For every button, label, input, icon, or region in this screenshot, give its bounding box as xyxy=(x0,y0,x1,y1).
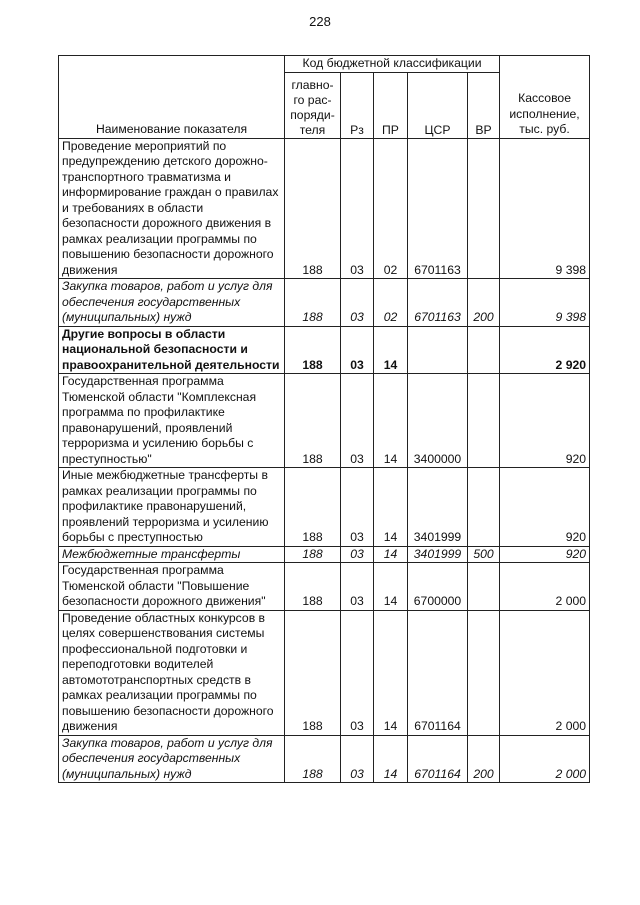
table-row xyxy=(59,735,590,783)
table-row xyxy=(59,546,590,563)
cell-csr: 6701163 xyxy=(408,279,468,327)
cell-amount: 920 xyxy=(500,468,590,547)
cell-amount: 2 000 xyxy=(500,563,590,611)
table-row xyxy=(59,563,590,611)
table-row xyxy=(59,326,590,374)
cell-vr xyxy=(468,326,500,374)
cell-gr: 188 xyxy=(285,735,341,783)
cell-pr: 14 xyxy=(374,326,408,374)
cell-csr: 3401999 xyxy=(408,546,468,563)
cell-gr: 188 xyxy=(285,468,341,547)
cell-name: Закупка товаров, работ и услуг для обеспечения государственных (муниципальных) нужд xyxy=(59,735,285,783)
header-rz: Рз xyxy=(341,72,374,138)
cell-rz: 03 xyxy=(341,546,374,563)
table-row xyxy=(59,138,590,279)
cell-vr: 200 xyxy=(468,735,500,783)
cell-name: Межбюджетные трансферты xyxy=(59,546,285,563)
header-name: Наименование показателя xyxy=(59,56,285,139)
cell-csr xyxy=(408,326,468,374)
table-header xyxy=(59,56,590,139)
cell-rz: 03 xyxy=(341,326,374,374)
cell-pr: 02 xyxy=(374,279,408,327)
table-row xyxy=(59,279,590,327)
cell-pr: 14 xyxy=(374,610,408,735)
cell-gr: 188 xyxy=(285,279,341,327)
cell-rz: 03 xyxy=(341,468,374,547)
cell-vr xyxy=(468,563,500,611)
cell-rz: 03 xyxy=(341,374,374,468)
cell-csr: 3400000 xyxy=(408,374,468,468)
cell-pr: 14 xyxy=(374,735,408,783)
cell-name: Государственная программа Тюменской области "Комплексная программа по профилактике правонарушений, проявлений терроризма и усилению борьбы с преступностью" xyxy=(59,374,285,468)
cell-gr: 188 xyxy=(285,546,341,563)
cell-amount: 9 398 xyxy=(500,279,590,327)
header-code-group: Код бюджетной классификации xyxy=(285,56,500,73)
cell-name: Другие вопросы в области национальной безопасности и правоохранительной деятельности xyxy=(59,326,285,374)
cell-name: Проведение областных конкурсов в целях совершенствования системы профессиональной подготовки и переподготовки водителей автомототранспортных средств в рамках реализации программы по повышению безопасности дорожного движения xyxy=(59,610,285,735)
cell-gr: 188 xyxy=(285,563,341,611)
cell-rz: 03 xyxy=(341,279,374,327)
table-row xyxy=(59,374,590,468)
cell-pr: 14 xyxy=(374,468,408,547)
cell-amount: 920 xyxy=(500,374,590,468)
cell-rz: 03 xyxy=(341,563,374,611)
cell-pr: 14 xyxy=(374,546,408,563)
cell-amount: 2 000 xyxy=(500,610,590,735)
cell-csr: 6700000 xyxy=(408,563,468,611)
cell-gr: 188 xyxy=(285,326,341,374)
cell-amount: 2 000 xyxy=(500,735,590,783)
cell-amount: 2 920 xyxy=(500,326,590,374)
table-row xyxy=(59,468,590,547)
cell-csr: 3401999 xyxy=(408,468,468,547)
cell-name: Проведение мероприятий по предупреждению детского дорожно-транспортного травматизма и информирование граждан о правилах и требованиях в области безопасности дорожного движения в рамках реализации программы по повышению безопасности дорожного движения xyxy=(59,138,285,279)
cell-pr: 14 xyxy=(374,374,408,468)
cell-rz: 03 xyxy=(341,138,374,279)
header-vr: ВР xyxy=(468,72,500,138)
table-row xyxy=(59,610,590,735)
header-exec: Кассовое исполнение, тыс. руб. xyxy=(500,56,590,139)
cell-csr: 6701164 xyxy=(408,735,468,783)
cell-amount: 920 xyxy=(500,546,590,563)
cell-gr: 188 xyxy=(285,138,341,279)
header-csr: ЦСР xyxy=(408,72,468,138)
cell-amount: 9 398 xyxy=(500,138,590,279)
header-gr: главно-го рас-поряди-теля xyxy=(285,72,341,138)
cell-csr: 6701164 xyxy=(408,610,468,735)
cell-vr xyxy=(468,138,500,279)
cell-pr: 02 xyxy=(374,138,408,279)
cell-name: Закупка товаров, работ и услуг для обеспечения государственных (муниципальных) нужд xyxy=(59,279,285,327)
cell-rz: 03 xyxy=(341,610,374,735)
cell-rz: 03 xyxy=(341,735,374,783)
cell-name: Иные межбюджетные трансферты в рамках реализации программы по профилактике правонарушений, проявлений терроризма и усилению борьбы с преступностью xyxy=(59,468,285,547)
header-pr: ПР xyxy=(374,72,408,138)
cell-csr: 6701163 xyxy=(408,138,468,279)
cell-gr: 188 xyxy=(285,610,341,735)
budget-table xyxy=(58,55,590,783)
cell-vr xyxy=(468,468,500,547)
cell-vr: 200 xyxy=(468,279,500,327)
cell-vr xyxy=(468,610,500,735)
cell-name: Государственная программа Тюменской области "Повышение безопасности дорожного движения" xyxy=(59,563,285,611)
cell-gr: 188 xyxy=(285,374,341,468)
cell-vr: 500 xyxy=(468,546,500,563)
page-number: 228 xyxy=(309,14,331,29)
cell-vr xyxy=(468,374,500,468)
table-body xyxy=(59,138,590,783)
cell-pr: 14 xyxy=(374,563,408,611)
